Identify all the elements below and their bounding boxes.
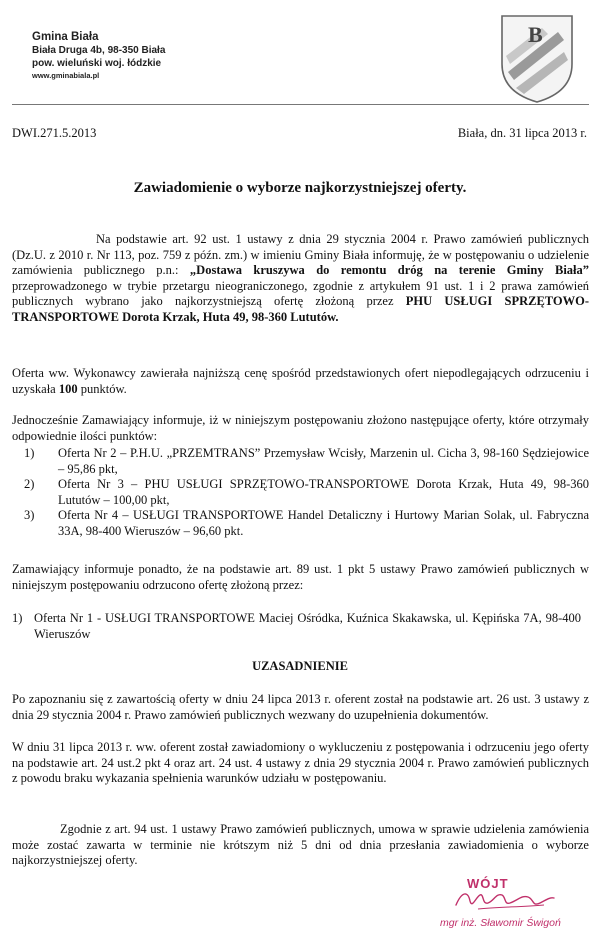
document-title: Zawiadomienie o wyborze najkorzystniejszej oferty. [133,180,467,196]
justification-paragraph-2: W dniu 31 lipca 2013 r. ww. oferent został zawiadomiony o wykluczeniu z postępowania i odrzuceniu jego oferty na podstawie art. 24 ust.2 pkt 4 oraz art. 24 ust. 4 ustawy z dnia 29 stycznia 2004 r. Prawo zamówień publicznych z powodu braku wykazania spełnienia warunków udziału w postępowaniu. [12,740,589,785]
rejected-intro: Zamawiający informuje ponadto, że na podstawie art. 89 ust. 1 pkt 5 ustawy Prawo zamówień publicznych w niniejszym postępowaniu odrzucono ofertę złożoną przez: [12,562,589,592]
list-item-text: Oferta Nr 2 – P.H.U. „PRZEMTRANS” Przemysław Wcisły, Marzenin ul. Cicha 3, 98-160 Sędziejowice – 95,86 pkt, [58,446,589,476]
lowest-price-paragraph [12,366,589,397]
place-date: Biała, dn. 31 lipca 2013 r. [457,126,587,140]
justification-paragraph-1: Po zapoznaniu się z zawartością oferty w dniu 24 lipca 2013 r. oferent został na podstawie art. 26 ust. 3 ustawy z dnia 29 stycznia 2004 r. Prawo zamówień publicznych wezwany do uzupełnienia dokumentów. [12,692,589,722]
header-divider [12,104,589,105]
points-suffix: punktów. [80,381,127,396]
organization-name: Gmina Biała [32,31,99,43]
closing-paragraph: Zgodnie z art. 94 ust. 1 ustawy Prawo zamówień publicznych, umowa w sprawie udzielenia zamówienia może zostać zawarta w terminie nie krótszym niż 5 dni od dnia przesłania zawiadomienia o wyborze najkorzystniejszej oferty. [12,822,589,867]
list-item-number: 2) [24,477,35,491]
reference-number: DWI.271.5.2013 [12,126,97,140]
offers-list [12,446,589,539]
list-item-text: Oferta Nr 4 – USŁUGI TRANSPORTOWE Handel Detaliczny i Hurtowy Marian Solak, ul. Fabryczna 33A, 98-400 Wieruszów – 96,60 pkt. [58,508,589,538]
intro-paragraph [12,232,589,325]
list-item-text: Oferta Nr 3 – PHU USŁUGI SPRZĘTOWO-TRANSPORTOWE Dorota Krzak, Huta 49, 98-360 Lututów – 100,00 pkt, [58,477,589,507]
list-item-number: 3) [24,508,35,522]
handwritten-signature-icon [448,883,560,917]
organization-district: pow. wieluński woj. łódzkie [32,58,162,69]
list-item [12,477,589,508]
list-item [12,508,589,539]
rejected-list [12,611,581,642]
list-item-number: 1) [24,446,35,460]
list-item [12,611,581,642]
stamp-title: WÓJT [467,876,509,891]
points-value: 100 [58,381,78,396]
list-item-number: 1) [12,611,23,625]
crest-letter: B [528,22,543,47]
justification-heading: UZASADNIENIE [252,659,348,673]
list-item [12,446,589,477]
winning-bidder: PHU USŁUGI SPRZĘTOWO-TRANSPORTOWE Dorota Krzak, Huta 49, 98-360 Lututów. [12,294,589,324]
contract-name: „Dostawa kruszywa do remontu dróg na terenie Gminy Biała” [189,263,590,277]
list-item-text: Oferta Nr 1 - USŁUGI TRANSPORTOWE Maciej Ośródka, Kuźnica Skakawska, ul. Kępińska 7A, 98-400 Wieruszów [34,611,581,641]
organization-website[interactable]: www.gminabiala.pl [32,71,100,80]
offers-intro: Jednocześnie Zamawiający informuje, iż w niniejszym postępowaniu złożono następujące oferty, które otrzymały odpowiednie ilości punktów: [12,413,589,443]
intro-text-2: przeprowadzonego w trybie przetargu nieograniczonego, zgodnie z artykułem 91 ust. 1 i 2 prawa zamówień publicznych wybrano jako najkorzystniejszą ofertę złożoną przez [12,278,589,308]
lowest-price-text: Oferta ww. Wykonawcy zawierała najniższą cenę spośród przedstawionych ofert niepodlegających odrzuceniu i uzyskała [12,366,589,396]
intro-text-1: Na podstawie art. 92 ust. 1 ustawy z dnia 29 stycznia 2004 r. Prawo zamówień publicznych (Dz.U. z 2010 r. Nr 113, poz. 759 z późn. zm.) w imieniu Gminy Biała informuję, że w postępowaniu o udzielenie zamówienia publicznego p.n.: [12,232,589,277]
organization-address: Biała Druga 4b, 98-350 Biała [32,45,166,56]
coat-of-arms-icon [498,12,576,104]
signer-name: mgr inż. Sławomir Świgoń [440,917,561,929]
